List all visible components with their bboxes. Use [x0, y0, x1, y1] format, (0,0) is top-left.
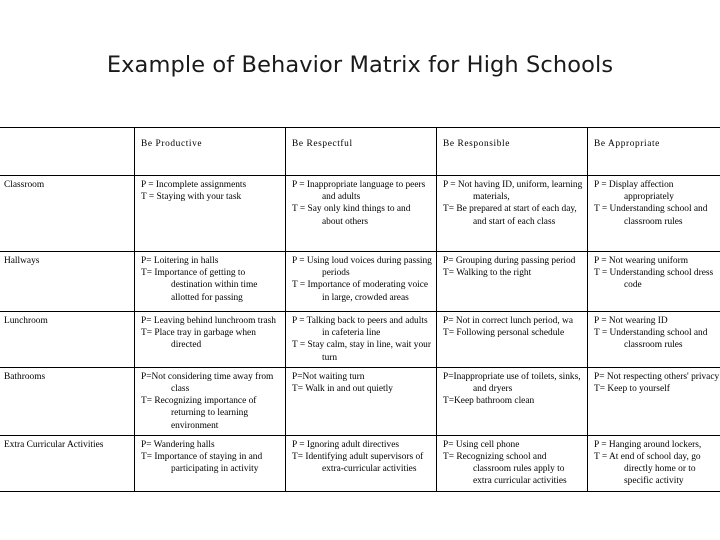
matrix-cell	[135, 252, 286, 312]
problem-entry: P = Not wearing ID	[594, 316, 668, 326]
setting-cell-hallways: Hallways	[0, 252, 135, 312]
teach-entry: T= Recognizing importance of returning to learning environment	[141, 396, 257, 431]
matrix-cell	[135, 176, 286, 252]
teach-entry: T= Following personal schedule	[443, 328, 565, 339]
teach-entry: T= Walking to the right	[443, 268, 532, 279]
matrix-cell	[135, 312, 286, 368]
header-be-productive: Be Productive	[135, 128, 286, 176]
table-row	[0, 367, 720, 435]
matrix-cell	[588, 176, 720, 252]
matrix-cell	[286, 435, 437, 491]
setting-cell-classroom: Classroom	[0, 176, 135, 252]
teach-entry: T = Importance of moderating voice in large, crowded areas	[292, 280, 429, 303]
teach-entry: T = At end of school day, go directly home or to specific activity	[594, 452, 701, 487]
slide-title: Example of Behavior Matrix for High Schools	[106, 52, 614, 78]
matrix-cell	[437, 312, 588, 368]
teach-entry: T= Identifying adult supervisors of extra-curricular activities	[292, 452, 424, 475]
matrix-cell	[286, 367, 437, 435]
header-be-appropriate: Be Appropriate	[588, 128, 720, 176]
table-row	[0, 435, 720, 491]
problem-entry: P = Incomplete assignments	[141, 180, 247, 190]
teach-entry: T = Understanding school dress code	[594, 268, 714, 291]
problem-entry: P= Leaving behind lunchroom trash	[141, 316, 276, 326]
problem-entry: P= Using cell phone	[443, 439, 520, 450]
table-row	[0, 312, 720, 368]
problem-entry: P= Not respecting others' privacy	[594, 371, 720, 382]
teach-entry: T= Importance of staying in and participating in activity	[141, 452, 263, 475]
header-corner-cell	[0, 128, 135, 176]
table-row	[0, 252, 720, 312]
problem-entry: P = Talking back to peers and adults in cafeteria line	[292, 316, 428, 339]
teach-entry: T= Keep to yourself	[594, 384, 670, 395]
problem-entry: P=Not waiting turn	[292, 371, 365, 382]
matrix-cell	[135, 367, 286, 435]
matrix-cell	[286, 252, 437, 312]
teach-entry: T= Be prepared at start of each day, and start of each class	[443, 204, 577, 227]
teach-entry: T= Recognizing school and classroom rules apply to extra curricular activities	[443, 452, 567, 487]
matrix-cell	[286, 176, 437, 252]
teach-entry: T=Keep bathroom clean	[443, 396, 535, 407]
setting-cell-bathrooms: Bathrooms	[0, 367, 135, 435]
problem-entry: P = Hanging around lockers,	[594, 439, 702, 450]
problem-entry: P = Display affection appropriately	[594, 180, 674, 203]
setting-cell-lunchroom: Lunchroom	[0, 312, 135, 368]
problem-entry: P= Not in correct lunch period, wa	[443, 316, 573, 326]
problem-entry: P = Using loud voices during passing periods	[292, 256, 432, 279]
problem-entry: P = Ignoring adult directives	[292, 439, 400, 450]
teach-entry: T = Stay calm, stay in line, wait your turn	[292, 340, 431, 363]
table-row	[0, 176, 720, 252]
problem-entry: P=Not considering time away from class	[141, 371, 274, 395]
teach-entry: T = Understanding school and classroom rules	[594, 204, 708, 227]
behavior-matrix-table	[0, 127, 720, 492]
matrix-cell	[437, 435, 588, 491]
teach-entry: T= Place tray in garbage when directed	[141, 328, 256, 351]
matrix-cell	[437, 176, 588, 252]
problem-entry: P = Not having ID, uniform, learning materials,	[443, 180, 583, 203]
teach-entry: T= Importance of getting to destination within time allotted for passing	[141, 268, 258, 303]
teach-entry: T = Staying with your task	[141, 192, 242, 203]
matrix-cell	[135, 435, 286, 491]
problem-entry: P=Inappropriate use of toilets, sinks, and dryers	[443, 371, 581, 395]
matrix-cell	[286, 312, 437, 368]
problem-entry: P= Grouping during passing period	[443, 256, 576, 266]
header-be-respectful: Be Respectful	[286, 128, 437, 176]
setting-cell-extra-curricular: Extra Curricular Activities	[0, 435, 135, 491]
problem-entry: P = Inappropriate language to peers and adults	[292, 180, 426, 203]
teach-entry: T = Understanding school and classroom rules	[594, 328, 708, 351]
matrix-cell	[588, 435, 720, 491]
teach-entry: T = Say only kind things to and about others	[292, 204, 411, 227]
matrix-cell	[437, 252, 588, 312]
matrix-cell	[588, 252, 720, 312]
header-row	[0, 128, 720, 176]
teach-entry: T= Walk in and out quietly	[292, 384, 393, 395]
problem-entry: P= Wandering halls	[141, 439, 215, 450]
problem-entry: P = Not wearing uniform	[594, 256, 688, 266]
header-be-responsible: Be Responsible	[437, 128, 588, 176]
matrix-cell	[588, 367, 720, 435]
matrix-cell	[437, 367, 588, 435]
matrix-cell	[588, 312, 720, 368]
problem-entry: P= Loitering in halls	[141, 256, 219, 266]
